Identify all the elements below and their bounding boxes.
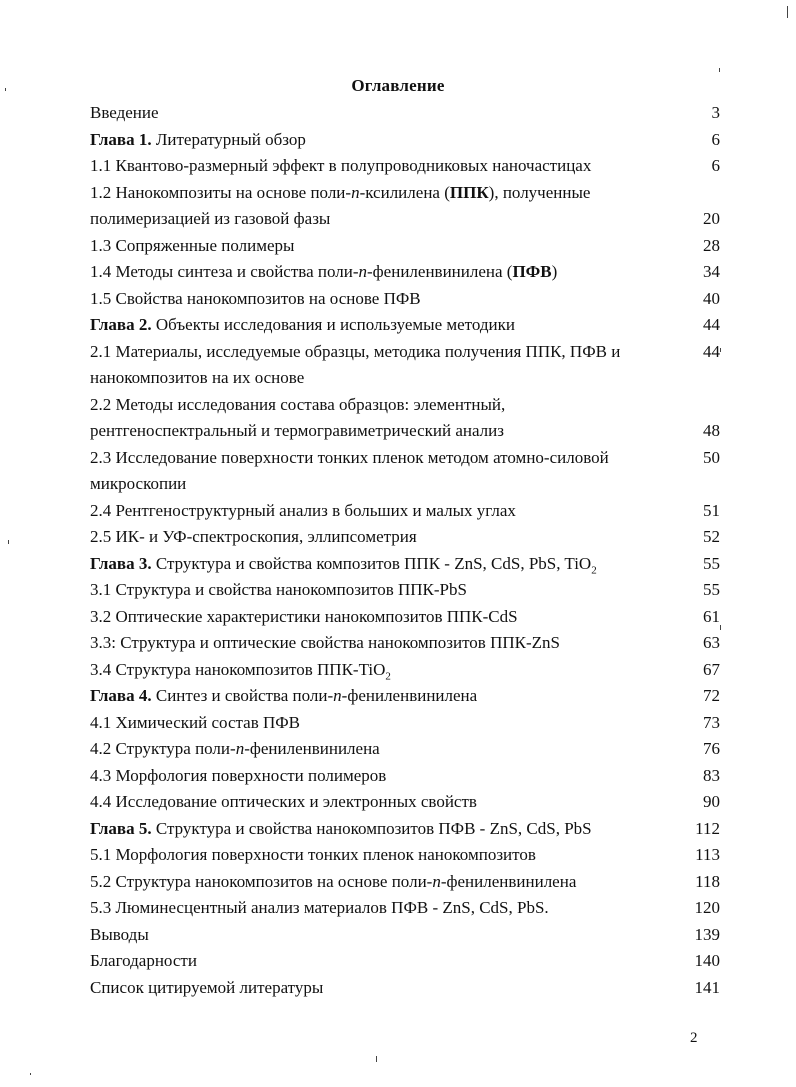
toc-entry-page: 44	[703, 315, 720, 334]
toc-entry	[90, 127, 730, 154]
toc-entry-title	[90, 577, 675, 604]
toc-entry-page: 50	[703, 447, 720, 467]
toc-entry-page: 118	[695, 871, 720, 891]
toc-entry-page: 52	[703, 527, 720, 546]
toc-entry-title	[90, 312, 675, 339]
toc-entry-title	[90, 233, 675, 260]
toc-entry-page: 140	[694, 951, 720, 970]
toc-entry-title	[90, 895, 675, 922]
toc-entry	[90, 975, 730, 1002]
toc-entry-title	[90, 922, 675, 949]
toc-entry-text: Глава 5.	[90, 818, 152, 838]
toc-entry-title	[90, 657, 675, 684]
toc-entry-page: 20	[703, 209, 720, 228]
toc-entry	[90, 922, 730, 949]
toc-entry	[90, 445, 730, 498]
toc-entry-text: 2.3 Исследование поверхности тонких пленок методом атомно-силовой микроскопии	[90, 447, 609, 493]
toc-entry	[90, 736, 730, 763]
toc-entry-text: 1.1 Квантово-размерный эффект в полупроводниковых наночастицах	[90, 156, 592, 175]
toc-entry-text: 2.5 ИК- и УФ-спектроскопия, эллипсометрия	[90, 527, 417, 546]
toc-entry-text: -фениленвинилена	[440, 871, 577, 891]
toc-entry-title	[90, 392, 675, 445]
toc-entry-page: 3	[711, 103, 720, 122]
scan-speck	[720, 348, 721, 352]
toc-entry-text: 4.1 Химический состав ПФВ	[90, 712, 301, 732]
toc-entry-text: Синтез и свойства поли-	[151, 686, 334, 705]
toc-entry-page: 83	[703, 765, 720, 785]
toc-entry-title	[90, 180, 675, 233]
toc-entry-text: n	[333, 686, 342, 705]
toc-entry-text: 2	[591, 563, 597, 576]
toc-entry	[90, 259, 730, 286]
toc-entry-text: Введение	[90, 103, 159, 122]
toc-entry-page: 113	[695, 845, 720, 864]
toc-title: Оглавление	[351, 76, 445, 95]
scan-speck	[720, 625, 721, 630]
toc-entry-title	[90, 683, 675, 710]
toc-entry-page: 73	[703, 712, 720, 732]
toc-entry-text: 3.4 Структура нанокомпозитов ППК-TiO	[90, 659, 386, 679]
toc-entry	[90, 498, 730, 525]
toc-entry-title	[90, 604, 675, 631]
toc-entry	[90, 630, 730, 657]
toc-entry-text: 1.2 Нанокомпозиты на основе поли-	[90, 182, 352, 202]
toc-entry-page: 6	[711, 156, 720, 175]
toc-entry-title	[90, 551, 675, 578]
toc-entry	[90, 869, 730, 896]
toc-entry-text: n	[235, 739, 245, 758]
toc-entry-page: 139	[694, 924, 720, 944]
toc-entry	[90, 551, 730, 578]
toc-entry-text: )	[551, 262, 558, 281]
toc-entry-title	[90, 842, 675, 869]
scan-speck	[719, 68, 720, 72]
toc-entry-title	[90, 259, 675, 286]
toc-entry-page: 72	[703, 686, 720, 705]
toc-entry-title	[90, 339, 675, 392]
toc-entry-page: 48	[703, 421, 720, 440]
toc-entry-text: 5.2 Структура нанокомпозитов на основе поли-	[90, 871, 433, 891]
toc-entry	[90, 683, 730, 710]
toc-entry-text: n	[351, 182, 360, 202]
toc-entry-page: 90	[703, 792, 720, 811]
toc-entry-text: 4.2 Структура поли-	[90, 739, 236, 758]
toc-entry	[90, 100, 730, 127]
toc-entry	[90, 710, 730, 737]
toc-entry-text: Выводы	[90, 924, 149, 944]
toc-entry-text: -фениленвинилена (	[367, 262, 513, 281]
toc-entry-title	[90, 445, 675, 498]
toc-entry-page: 51	[703, 500, 720, 520]
toc-entry	[90, 763, 730, 790]
toc-entry-page: 44	[703, 341, 720, 361]
toc-entry-title	[90, 816, 675, 843]
toc-entry-title	[90, 153, 675, 180]
toc-entry-title	[90, 286, 675, 313]
scan-speck	[8, 540, 9, 544]
scan-speck	[5, 88, 6, 91]
toc-entry-text: ), полученные полимеризацией из газовой фазы	[90, 182, 591, 228]
toc-entry-page: 61	[703, 606, 720, 626]
toc-entry-title	[90, 524, 675, 551]
toc-entry-text: 1.4 Методы синтеза и свойства поли-	[90, 262, 359, 281]
scan-speck	[30, 1073, 31, 1075]
toc-entry-text: -ксилилена (	[359, 182, 450, 202]
toc-entry-text: 5.3 Люминесцентный анализ материалов ПФВ - ZnS, CdS, PbS.	[90, 898, 549, 917]
toc-entry	[90, 233, 730, 260]
toc-entry-text: 2.4 Рентгеноструктурный анализ в больших и малых углах	[90, 500, 516, 520]
toc-entry-title	[90, 736, 675, 763]
table-of-contents	[90, 100, 730, 1001]
toc-entry-page: 55	[703, 580, 720, 599]
toc-entry	[90, 604, 730, 631]
toc-entry	[90, 286, 730, 313]
toc-entry-title	[90, 630, 675, 657]
toc-entry-text: Список цитируемой литературы	[90, 977, 324, 997]
toc-entry-page: 112	[695, 818, 720, 838]
toc-entry-text: 3.1 Структура и свойства нанокомпозитов ППК-PbS	[90, 580, 467, 599]
toc-entry-text: 1.5 Свойства нанокомпозитов на основе ПФВ	[90, 288, 421, 308]
toc-entry-text: Глава 2.	[90, 315, 152, 334]
toc-entry	[90, 339, 730, 392]
toc-entry-page: 76	[703, 739, 720, 758]
toc-entry-text: ПФВ	[512, 262, 552, 281]
toc-entry-text: Структура и свойства нанокомпозитов ПФВ - ZnS, CdS, PbS	[151, 818, 592, 838]
toc-entry-page: 141	[694, 977, 720, 997]
scan-speck	[787, 6, 788, 18]
toc-entry	[90, 180, 730, 233]
toc-entry	[90, 657, 730, 684]
toc-entry-text: Литературный обзор	[151, 129, 306, 149]
toc-entry	[90, 392, 730, 445]
toc-entry-page: 40	[703, 288, 720, 308]
toc-entry-text: Структура и свойства композитов ППК - ZnS, CdS, PbS, TiO	[151, 553, 592, 573]
toc-entry-page: 120	[694, 898, 720, 917]
toc-entry-title	[90, 869, 675, 896]
scan-speck	[376, 1056, 377, 1062]
toc-entry-page: 63	[703, 633, 720, 652]
toc-entry-title	[90, 127, 675, 154]
toc-entry-text: Глава 4.	[90, 686, 152, 705]
toc-entry-title	[90, 763, 675, 790]
toc-entry-text: Благодарности	[90, 951, 197, 970]
toc-entry	[90, 789, 730, 816]
toc-entry-text: -фениленвинилена	[341, 686, 478, 705]
toc-entry-text: 2.2 Методы исследования состава образцов: элементный, рентгеноспектральный и термогравиметрический анализ	[90, 394, 506, 440]
toc-entry-title	[90, 975, 675, 1002]
toc-entry-page: 6	[711, 129, 720, 149]
toc-entry-page: 67	[703, 659, 720, 679]
toc-entry	[90, 816, 730, 843]
toc-entry-text: 5.1 Морфология поверхности тонких пленок нанокомпозитов	[90, 845, 536, 864]
toc-entry-title	[90, 498, 675, 525]
toc-entry	[90, 895, 730, 922]
toc-entry	[90, 842, 730, 869]
toc-entry-title	[90, 789, 675, 816]
toc-entry-page: 55	[703, 553, 720, 573]
toc-entry-text: n	[432, 871, 441, 891]
toc-entry-text: 2	[385, 669, 391, 682]
toc-entry-page: 28	[703, 235, 720, 255]
toc-entry-text: Глава 3.	[90, 553, 152, 573]
toc-entry-text: 2.1 Материалы, исследуемые образцы, методика получения ППК, ПФВ и нанокомпозитов на их основе	[90, 341, 621, 387]
toc-entry-text: 3.2 Оптические характеристики нанокомпозитов ППК-CdS	[90, 606, 518, 626]
toc-entry-text: 1.3 Сопряженные полимеры	[90, 235, 295, 255]
toc-entry-title	[90, 710, 675, 737]
toc-entry	[90, 577, 730, 604]
toc-entry	[90, 153, 730, 180]
toc-entry-text: Объекты исследования и используемые методики	[151, 315, 515, 334]
page-number: 2	[690, 1030, 698, 1046]
toc-entry-text: Глава 1.	[90, 129, 152, 149]
toc-entry-text: 3.3: Структура и оптические свойства нанокомпозитов ППК-ZnS	[90, 633, 560, 652]
toc-entry	[90, 948, 730, 975]
toc-entry-title	[90, 100, 675, 127]
toc-entry-text: n	[358, 262, 367, 281]
toc-entry	[90, 524, 730, 551]
toc-entry-page: 34	[703, 262, 720, 281]
toc-entry-text: 4.4 Исследование оптических и электронных свойств	[90, 792, 477, 811]
toc-entry-text: 4.3 Морфология поверхности полимеров	[90, 765, 387, 785]
toc-entry-text: -фениленвинилена	[244, 739, 380, 758]
toc-entry-text: ППК	[449, 182, 489, 202]
toc-entry	[90, 312, 730, 339]
toc-entry-title	[90, 948, 675, 975]
